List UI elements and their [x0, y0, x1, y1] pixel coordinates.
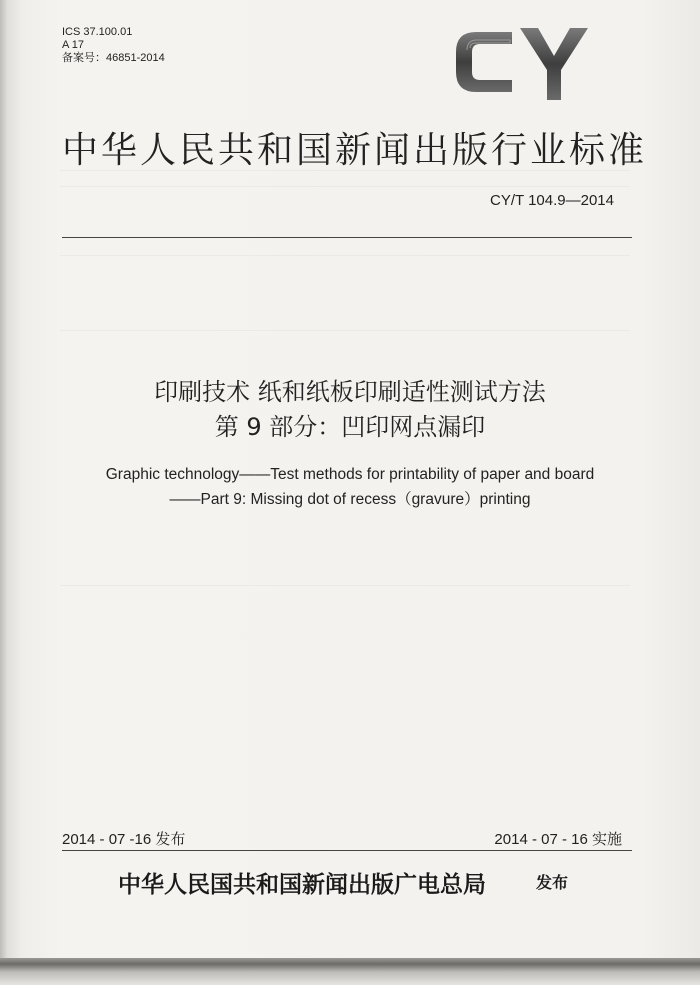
- bleed-through-line: [60, 255, 630, 256]
- category-code: A 17: [62, 39, 85, 51]
- bottom-divider: [62, 850, 632, 851]
- issuer-action: 发布: [536, 873, 569, 892]
- bleed-through-line: [60, 186, 630, 187]
- chinese-title-line-2: 第 9 部分：凹印网点漏印: [214, 413, 486, 441]
- issuing-body-title: 中华人民共和国新闻出版行业标准: [62, 130, 648, 171]
- ics-code: ICS 37.100.01: [62, 26, 133, 38]
- issue-date: 2014 - 07 -16 发布: [62, 831, 186, 848]
- classification-block: [62, 26, 165, 65]
- top-divider: [62, 237, 632, 238]
- implementation-date: 2014 - 07 - 16 实施: [494, 831, 622, 848]
- record-number: 备案号：46851-2014: [62, 52, 165, 64]
- english-title-line-1: Graphic technology——Test methods for printability of paper and board: [105, 466, 595, 483]
- page-bottom-edge: [0, 958, 700, 985]
- chinese-title-line-1: 印刷技术 纸和纸板印刷适性测试方法: [154, 378, 546, 406]
- bleed-through-line: [60, 330, 630, 331]
- bleed-through-line: [60, 585, 630, 586]
- standard-code: CY/T 104.9—2014: [490, 192, 614, 209]
- english-title-line-2: ——Part 9: Missing dot of recess（gravure）printing: [169, 491, 531, 508]
- issuer-name: 中华人民国共和国新闻出版广电总局: [118, 871, 486, 898]
- cy-logo-icon: [450, 22, 598, 102]
